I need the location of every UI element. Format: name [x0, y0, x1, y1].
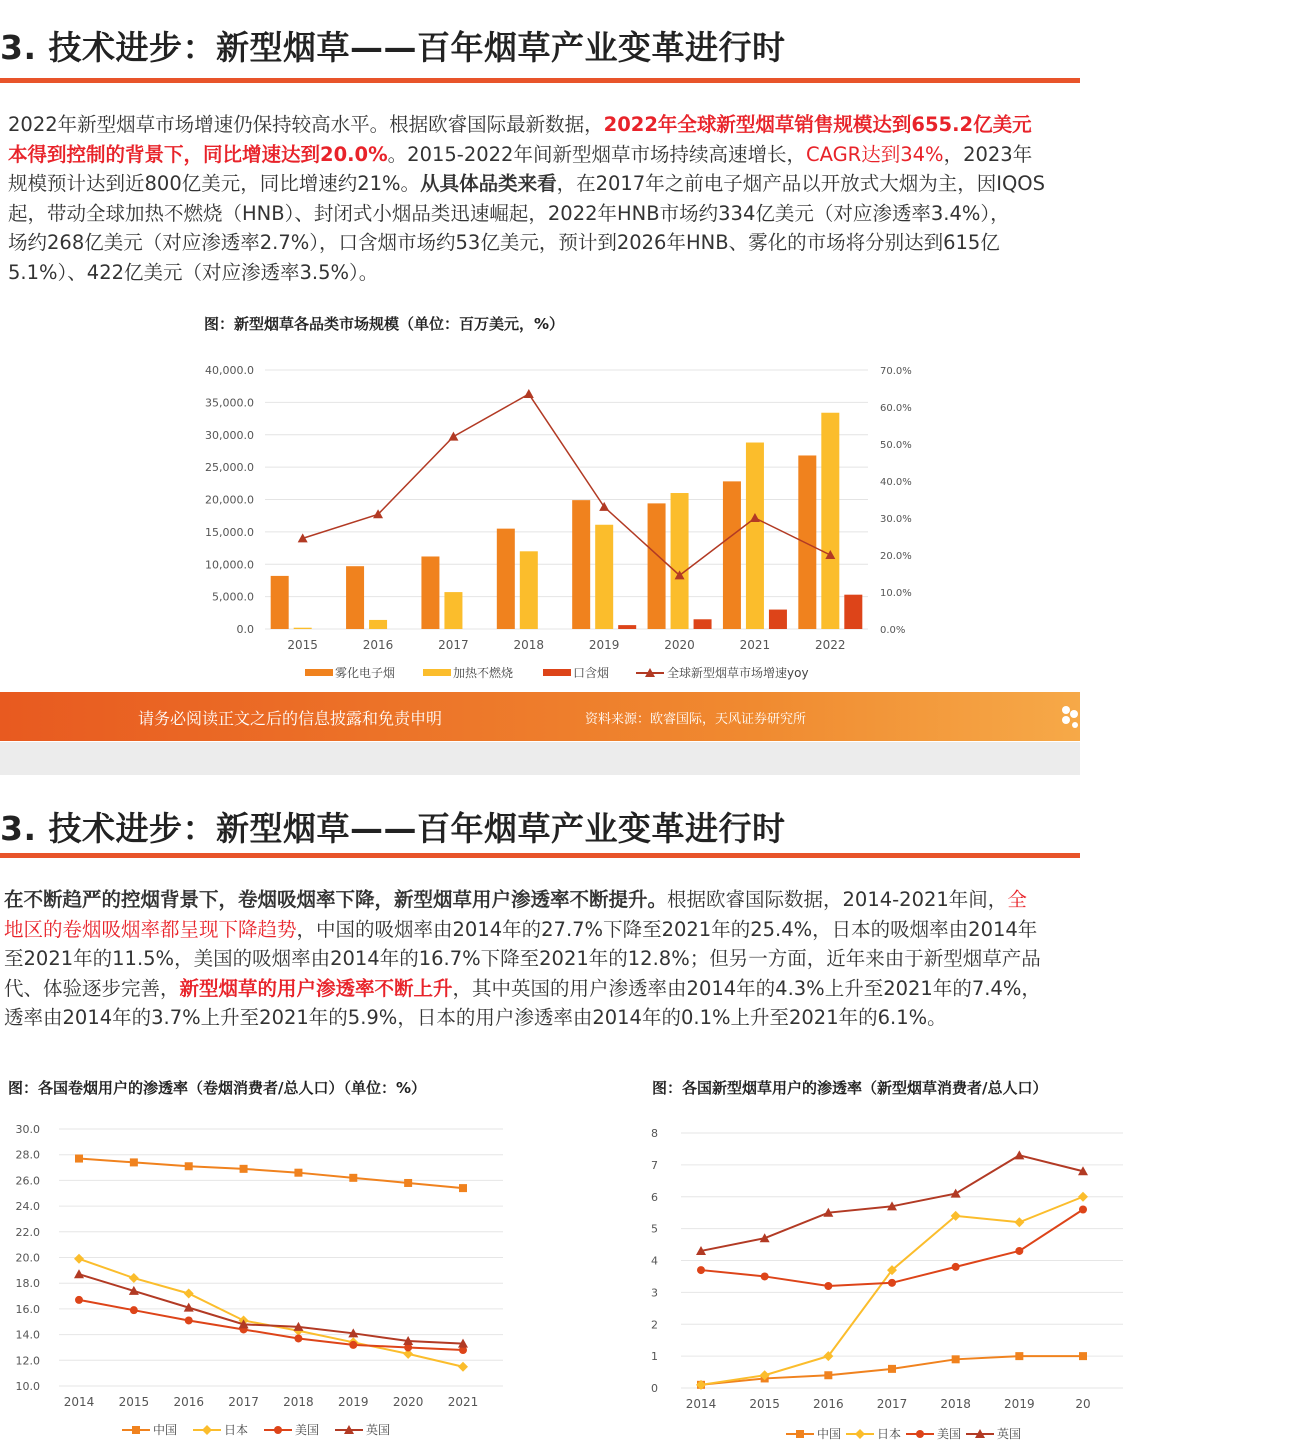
bar-加热不燃烧: [444, 592, 462, 629]
data-point: [524, 389, 534, 398]
y-tick-label: 7: [651, 1158, 658, 1172]
y-tick-label: 20.0: [15, 1251, 40, 1265]
body-paragraph: [8, 110, 1308, 287]
bar-口含烟: [694, 619, 712, 629]
text-line: [8, 110, 1308, 140]
data-point: [75, 1155, 83, 1163]
y-tick-label: 35,000.0: [205, 396, 254, 410]
bar-加热不燃烧: [369, 620, 387, 629]
x-tick-label: 2014: [685, 1397, 717, 1411]
x-tick-label: 2018: [283, 1395, 314, 1409]
x-tick-label: 2017: [228, 1395, 259, 1409]
data-point: [888, 1279, 896, 1287]
data-point: [1079, 1352, 1087, 1360]
x-tick-label: 2017: [876, 1397, 908, 1411]
page-title: 3. 技术进步：新型烟草——百年烟草产业变革进行时: [0, 28, 786, 67]
legend-label: 日本: [877, 1427, 902, 1441]
y-tick-label: 28.0: [15, 1148, 40, 1162]
y-tick-label: 10.0: [15, 1380, 40, 1393]
x-tick-label: 2015: [118, 1395, 150, 1409]
y-tick-label: 12.0: [15, 1354, 40, 1368]
text-segment: 规模预计达到近800亿美元，同比增速约21%。: [8, 172, 421, 195]
bar-加热不燃烧: [671, 493, 689, 629]
text-line: [8, 169, 1308, 199]
legend-label: 中国: [153, 1423, 178, 1437]
data-point: [952, 1263, 960, 1271]
legend-label: 雾化电子烟: [335, 666, 396, 680]
y2-tick-label: 50.0%: [880, 440, 912, 451]
x-tick-label: 2022: [815, 638, 846, 652]
logo-icon: [1058, 704, 1082, 730]
x-tick-label: 2021: [447, 1395, 479, 1409]
text-segment: 2022年全球新型烟草销售规模达到655.2亿美元: [603, 113, 1032, 136]
y-tick-label: 18.0: [15, 1277, 40, 1291]
bar-加热不燃烧: [294, 628, 312, 629]
text-line: [8, 258, 1308, 288]
data-point: [294, 1169, 302, 1177]
text-segment: 代、体验逐步完善，: [4, 976, 180, 1000]
bar-加热不燃烧: [821, 413, 839, 629]
legend-label: 英国: [997, 1427, 1022, 1441]
data-point: [202, 1425, 212, 1435]
chart-title: 图：新型烟草各品类市场规模（单位：百万美元，%）: [204, 315, 565, 333]
bar-加热不燃烧: [520, 551, 538, 629]
text-line: [4, 974, 1304, 1004]
text-segment: 本得到控制的背景下，同比增速达到20.0%: [8, 142, 388, 166]
text-segment: 场约268亿美元（对应渗透率2.7%），口含烟市场约53亿美元，预计到2026年HNB、雾化的市场将分别达到615亿: [8, 231, 1000, 254]
x-tick-label: 2016: [813, 1397, 844, 1411]
data-point: [349, 1341, 357, 1349]
legend-label: 美国: [295, 1423, 320, 1437]
x-tick-label: 2014: [63, 1395, 95, 1409]
y-tick-label: 1: [651, 1350, 658, 1364]
y-tick-label: 25,000.0: [205, 461, 254, 475]
y2-tick-label: 60.0%: [880, 403, 912, 414]
text-line: [8, 228, 1308, 258]
data-point: [448, 432, 458, 441]
text-segment: 在不断趋严的控烟背景下，卷烟吸烟率下降，新型烟草用户渗透率不断提升。: [4, 888, 668, 911]
bar-加热不燃烧: [746, 443, 764, 629]
x-tick-label: 2020: [392, 1395, 424, 1409]
bar-雾化电子烟: [421, 556, 439, 629]
text-segment: 至2021年的11.5%，美国的吸烟率由2014年的16.7%下降至2021年的12.8%；但另一方面，近年来由于新型烟草产品: [4, 947, 1041, 970]
y-tick-label: 5,000.0: [212, 590, 254, 604]
y2-tick-label: 10.0%: [880, 588, 912, 599]
source-text: 资料来源：欧睿国际，天风证券研究所: [585, 712, 807, 727]
text-line: [8, 140, 1308, 170]
y-tick-label: 5: [651, 1222, 658, 1236]
data-point: [74, 1269, 84, 1278]
data-point: [951, 1189, 961, 1198]
legend-label: 口含烟: [573, 666, 610, 680]
data-point: [916, 1430, 924, 1438]
y-tick-label: 30.0: [15, 1123, 40, 1136]
x-tick-label: 2019: [588, 638, 620, 652]
text-segment: 新型烟草的用户渗透率不断上升: [179, 976, 453, 1000]
x-tick-label: 2018: [513, 638, 545, 652]
data-point: [1015, 1247, 1023, 1255]
x-tick-label: 2019: [338, 1395, 369, 1409]
text-segment: CAGR达到34%: [805, 142, 944, 166]
text-line: [4, 944, 1304, 974]
data-point: [349, 1174, 357, 1182]
data-point: [888, 1365, 896, 1373]
bar-雾化电子烟: [497, 529, 515, 629]
text-segment: ，2023年: [943, 142, 1033, 166]
disclaimer-text: 请务必阅读正文之后的信息披露和免责申明: [138, 709, 443, 728]
x-tick-label: 2016: [173, 1395, 204, 1409]
x-tick-label: 2016: [362, 638, 394, 652]
market-size-chart: [0, 340, 1080, 700]
text-line: [8, 199, 1308, 229]
legend-label: 英国: [366, 1423, 391, 1437]
legend-swatch: [305, 669, 333, 676]
y2-tick-label: 40.0%: [880, 477, 912, 488]
legend-label: 美国: [937, 1427, 962, 1441]
text-segment: ，其中英国的用户渗透率由2014年的4.3%上升至2021年的7.4%，: [452, 976, 1041, 1000]
data-point: [697, 1266, 705, 1274]
y-tick-label: 6: [651, 1190, 658, 1204]
legend-label: 中国: [817, 1427, 842, 1441]
data-point: [130, 1306, 138, 1314]
data-point: [404, 1179, 412, 1187]
y-tick-label: 40,000.0: [205, 364, 254, 377]
y2-tick-label: 0.0%: [880, 625, 906, 636]
legend-swatch: [543, 669, 571, 676]
y-tick-label: 2: [651, 1318, 658, 1332]
data-point: [459, 1184, 467, 1192]
slide-1: [0, 0, 1080, 742]
x-tick-label: 2020: [664, 638, 695, 652]
y-tick-label: 4: [651, 1254, 658, 1268]
text-segment: 从具体品类来看: [420, 172, 557, 195]
text-segment: 起，带动全球加热不燃烧（HNB）、封闭式小烟品类迅速崛起，2022年HNB市场约334亿美元（对应渗透率3.4%），: [8, 201, 1010, 225]
y-tick-label: 0.0: [236, 623, 254, 636]
bar-口含烟: [769, 610, 787, 629]
text-line: [4, 915, 1304, 945]
footer-bar: [0, 692, 1080, 741]
x-tick-label: 2017: [438, 638, 469, 652]
bar-口含烟: [618, 625, 636, 629]
body-paragraph: [4, 885, 1304, 1033]
y-tick-label: 14.0: [15, 1328, 40, 1342]
text-segment: 地区的卷烟吸烟率都呈现下降趋势: [4, 917, 297, 941]
bar-口含烟: [844, 595, 862, 629]
slide-2: [0, 775, 1091, 1441]
legend-label: 全球新型烟草市场增速yoy: [667, 666, 809, 680]
y-tick-label: 16.0: [15, 1302, 40, 1316]
data-point: [1079, 1206, 1087, 1214]
data-point: [185, 1162, 193, 1170]
chart-right-title: 图：各国新型烟草用户的渗透率（新型烟草消费者/总人口）: [652, 1079, 1048, 1097]
data-point: [74, 1254, 84, 1264]
y2-tick-label: 70.0%: [880, 366, 912, 377]
legend-swatch: [423, 669, 451, 676]
bar-雾化电子烟: [572, 500, 590, 629]
x-tick-label: 2015: [287, 638, 318, 652]
data-point: [294, 1334, 302, 1342]
data-point: [132, 1426, 140, 1434]
data-point: [458, 1362, 468, 1372]
text-segment: 5.1%）、422亿美元（对应渗透率3.5%）。: [8, 260, 379, 284]
new-tobacco-penetration-chart: [600, 1101, 1091, 1441]
title-rule: [0, 853, 1080, 858]
data-point: [1015, 1352, 1023, 1360]
title-rule: [0, 78, 1080, 83]
x-tick-label: 2019: [1004, 1397, 1035, 1411]
data-point: [824, 1371, 832, 1379]
text-segment: 2022年新型烟草市场增速仍保持较高水平。根据欧睿国际最新数据，: [8, 113, 604, 136]
text-segment: 。2015-2022年间新型烟草市场持续高速增长，: [387, 142, 806, 166]
y-tick-label: 15,000.0: [205, 525, 254, 539]
data-point: [240, 1165, 248, 1173]
text-segment: 全: [1007, 888, 1027, 911]
bar-加热不燃烧: [595, 525, 613, 629]
bar-雾化电子烟: [271, 576, 289, 629]
cigarette-penetration-chart: [0, 1101, 520, 1441]
data-point: [855, 1429, 865, 1439]
legend-label: 日本: [224, 1423, 249, 1437]
legend-label: 加热不燃烧: [453, 666, 514, 680]
data-point: [75, 1296, 83, 1304]
page-title: 3. 技术进步：新型烟草——百年烟草产业变革进行时: [0, 809, 786, 848]
bar-雾化电子烟: [798, 455, 816, 629]
data-point: [824, 1282, 832, 1290]
text-line: [4, 885, 1304, 915]
y2-tick-label: 30.0%: [880, 514, 912, 525]
x-tick-label: 2015: [749, 1397, 780, 1411]
x-tick-label: 20: [1075, 1397, 1091, 1411]
text-segment: ，中国的吸烟率由2014年的27.7%下降至2021年的25.4%，日本的吸烟率由2014年: [296, 917, 1038, 941]
y-tick-label: 20,000.0: [205, 493, 254, 507]
bar-雾化电子烟: [346, 566, 364, 629]
data-point: [130, 1158, 138, 1166]
text-segment: 透率由2014年的3.7%上升至2021年的5.9%，日本的用户渗透率由2014年的0.1%上升至2021年的6.1%。: [4, 1006, 947, 1029]
y-tick-label: 0: [651, 1382, 658, 1395]
data-point: [952, 1355, 960, 1363]
y-tick-label: 24.0: [15, 1200, 40, 1214]
x-tick-label: 2021: [739, 638, 771, 652]
page-gap: [0, 742, 1080, 775]
bar-雾化电子烟: [648, 503, 666, 629]
text-segment: ，在2017年之前电子烟产品以开放式大烟为主，因IQOS: [556, 172, 1046, 195]
data-point: [185, 1316, 193, 1324]
data-point: [129, 1273, 139, 1283]
data-point: [1014, 1217, 1024, 1227]
data-point: [1014, 1150, 1024, 1159]
data-point: [1078, 1192, 1088, 1202]
y-tick-label: 3: [651, 1286, 658, 1300]
data-point: [274, 1426, 282, 1434]
y-tick-label: 26.0: [15, 1174, 40, 1188]
data-point: [761, 1272, 769, 1280]
bar-雾化电子烟: [723, 481, 741, 629]
data-point: [796, 1430, 804, 1438]
y-tick-label: 8: [651, 1127, 658, 1140]
y-tick-label: 10,000.0: [205, 558, 254, 572]
text-line: [4, 1003, 1304, 1033]
data-point: [599, 502, 609, 511]
data-point: [184, 1288, 194, 1298]
y2-tick-label: 20.0%: [880, 551, 912, 562]
y-tick-label: 30,000.0: [205, 428, 254, 442]
y-tick-label: 22.0: [15, 1225, 40, 1239]
chart-left-title: 图：各国卷烟用户的渗透率（卷烟消费者/总人口）（单位：%）: [8, 1079, 427, 1097]
x-tick-label: 2018: [940, 1397, 971, 1411]
text-segment: 根据欧睿国际数据，2014-2021年间，: [667, 888, 1008, 911]
